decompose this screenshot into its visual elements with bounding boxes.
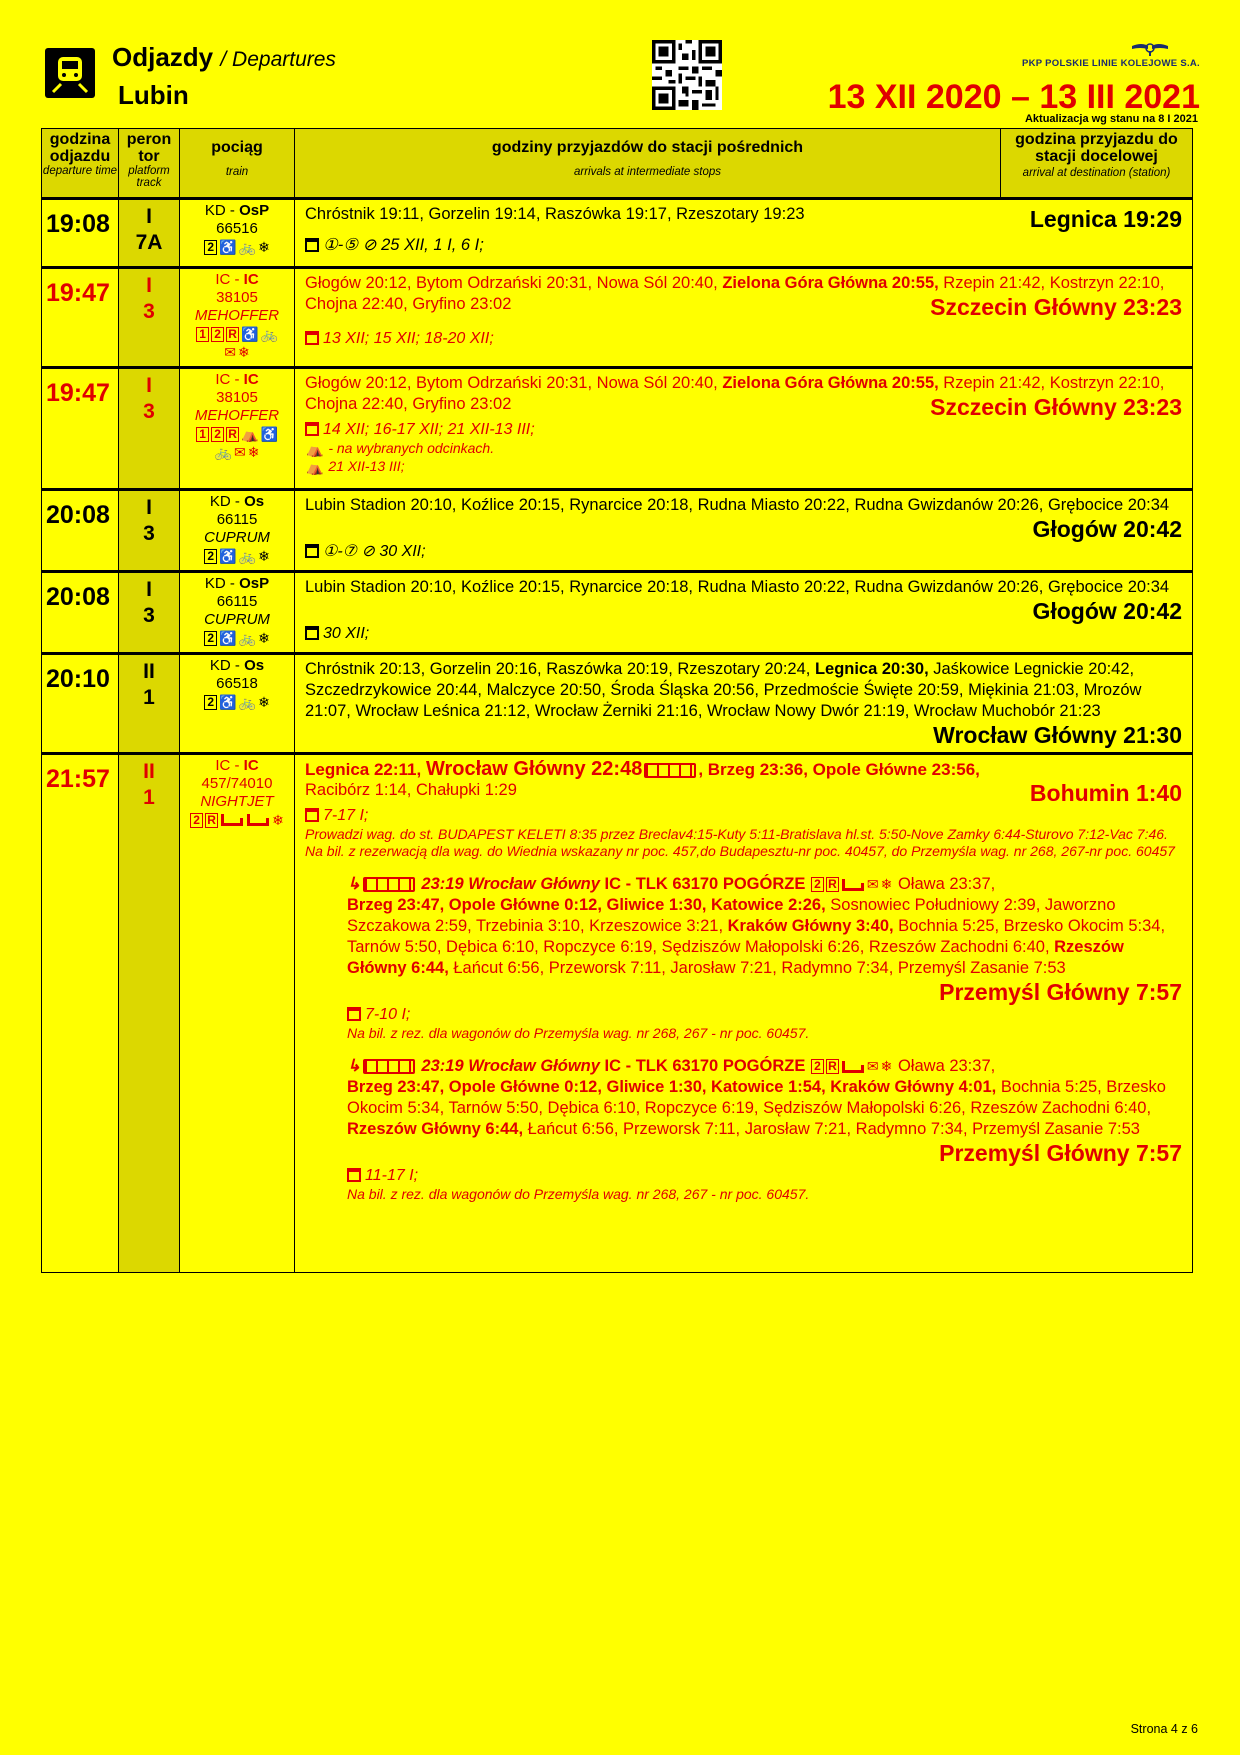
first-class-icon: 1	[196, 327, 209, 342]
intermediate-stops: Chróstnik 19:11, Gorzelin 19:14, Raszówka 19:17, Rzeszotary 19:23	[305, 205, 805, 223]
table-row	[42, 754, 1193, 1273]
calendar-icon	[305, 238, 319, 252]
departure-time: 20:08	[42, 490, 119, 572]
stops-cell	[295, 199, 1193, 268]
first-class-icon: 1	[196, 427, 209, 442]
train-info: IC - IC 38105 MEHOFFER 1 2 R ♿ 🚲 ✉ ❄	[180, 268, 295, 368]
mail-icon: ✉	[224, 344, 236, 361]
calendar-icon	[305, 626, 319, 640]
platform: I 3	[119, 268, 180, 368]
stops-cell: Lubin Stadion 20:10, Koźlice 20:15, Rynarcice 20:18, Rudna Miasto 20:22, Rudna Gwizdanów 20:26, Grębocice 20:34 Głogów 20:42 30 XII;	[295, 572, 1193, 654]
bicycle-icon: 🚲	[238, 548, 257, 565]
wheelchair-icon: ♿	[241, 326, 259, 343]
baggage-icon: ❄	[880, 1058, 893, 1075]
couchette-icon: ⛺	[306, 458, 324, 475]
table-row	[42, 268, 1193, 368]
reservation-icon: R	[205, 813, 218, 828]
bicycle-icon: 🚲	[238, 630, 257, 647]
header-destination: godzina przyjazdu do stacji docelowej arrival at destination (station)	[1001, 129, 1193, 199]
bicycle-icon: 🚲	[214, 444, 232, 461]
departure-time: 20:10	[42, 654, 119, 754]
train-logo-icon	[45, 48, 95, 98]
second-class-icon: 2	[811, 877, 824, 892]
wheelchair-icon: ♿	[260, 426, 278, 443]
baggage-icon: ❄	[880, 876, 893, 893]
train-info: KD - OsP 66115 CUPRUM 2 ♿ 🚲 ❄	[180, 572, 295, 654]
stops-cell: Legnica 22:11, Wrocław Główny 22:48 , Brzeg 23:36, Opole Główne 23:56, Racibórz 1:14, Chałupki 1:29 Bohumin 1:40 7-17 I; Prowadzi wag. do st. BUDAPEST KELETI 8:35 przez Breclav4:15-Kuty 5:11-Bratislava hl.st. 5:50-Nove Zamky 6:44-Sturovo 7:12-Vac 7:46. Na bil. z rezerwacją dla wag. do Wiednia wskazany nr poc. 457,do Budapesztu-nr poc. 40457, do Przemyśla wag. nr 268, 267-nr poc. 60457 ↳ 23:19 Wrocław Główny IC - TLK 63170 POGÓRZE 2 R ✉ ❄ Oława 23:37, Brzeg 23:47, Opole Główne 0:12, Gliwice 1:30, Katowice 2:26, Sosnowiec Południowy 2:39, Jaworzno Szczakowa 2:59, Trzebinia 3:10, Krzeszowice 3:21, Kraków Główny 3:40, Bochnia 5:25, Brzesko Okocim 5:34, Tarnów 5:50, Dębica 6:10, Ropczyce 6:19, Sędziszów Małopolski 6:26, Rzeszów Zachodni 6:40, Rzeszów Główny 6:44, Łańcut 6:56, Przeworsk 7:11, Jarosław 7:21, Radymno 7:34, Przemyśl Zasanie 7:53 Przemyśl Główny 7:57 7-10 I; Na bil. z rez. dla wagonów do Przemyśla wag. nr 268, 267 - nr poc. 60457. ↳ 23:19 Wrocław Główny IC - TLK 63170 POGÓRZE 2 R ✉ ❄ Oława 23:37, Brzeg 23:47, Opole Główne 0:12, Gliwice 1:30, Katowice 1:54, Kraków Główny 4:01, Bochnia 5:25, Brzesko Okocim 5:34, Tarnów 5:50, Dębica 6:10, Ropczyce 6:19, Sędziszów Małopolski 6:26, Rzeszów Zachodni 6:40, Rzeszów Główny 6:44, Łańcut 6:56, Przeworsk 7:11, Jarosław 7:21, Radymno 7:34, Przemyśl Zasanie 7:53 Przemyśl Główny 7:57 11-17 I; Na bil. z rez. dla wagonów do Przemyśla wag. nr 268, 267 - nr poc. 60457.	[295, 754, 1193, 1273]
mail-icon: ✉	[866, 1058, 879, 1075]
connection: ↳ 23:19 Wrocław Główny IC - TLK 63170 POGÓRZE 2 R ✉ ❄ Oława 23:37, Brzeg 23:47, Opole Główne 0:12, Gliwice 1:30, Katowice 2:26, Sosnowiec Południowy 2:39, Jaworzno Szczakowa 2:59, Trzebinia 3:10, Krzeszowice 3:21, Kraków Główny 3:40, Bochnia 5:25, Brzesko Okocim 5:34, Tarnów 5:50, Dębica 6:10, Ropczyce 6:19, Sędziszów Małopolski 6:26, Rzeszów Zachodni 6:40, Rzeszów Główny 6:44, Łańcut 6:56, Przeworsk 7:11, Jarosław 7:21, Radymno 7:34, Przemyśl Zasanie 7:53 Przemyśl Główny 7:57 7-10 I; Na bil. z rez. dla wagonów do Przemyśla wag. nr 268, 267 - nr poc. 60457.	[347, 875, 1182, 1042]
header-time: godzina odjazdu departure time	[42, 129, 119, 199]
couchette-icon: ⛺	[241, 426, 259, 443]
destination: Głogów 20:42	[1032, 598, 1182, 624]
destination: Wrocław Główny 21:30	[933, 722, 1182, 748]
platform: I 3	[119, 368, 180, 490]
station-name: Lubin	[118, 80, 189, 110]
table-row	[42, 199, 1193, 268]
table-header	[42, 129, 1193, 199]
stops-cell: Głogów 20:12, Bytom Odrzański 20:31, Nowa Sól 20:40, Zielona Góra Główna 20:55, Rzepin 21:42, Kostrzyn 22:10, Chojna 22:40, Gryfino 23:02 Szczecin Główny 23:23 14 XII; 16-17 XII; 21 XII-13 III; ⛺ - na wybranych odcinkach. ⛺ 21 XII-13 III;	[295, 368, 1193, 490]
second-class-icon: 2	[190, 813, 203, 828]
through-coach-icon	[363, 877, 415, 892]
second-class-icon: 2	[204, 695, 217, 710]
train-info: KD - Os 66518 2 ♿ 🚲 ❄	[180, 654, 295, 754]
second-class-icon: 2	[204, 240, 217, 255]
calendar-icon	[305, 331, 319, 345]
mail-icon: ✉	[866, 876, 879, 893]
page-title-en: / Departures	[220, 48, 336, 71]
calendar-icon	[347, 1168, 361, 1182]
departure-time: 19:08	[42, 199, 119, 268]
calendar-icon	[305, 422, 319, 436]
update-note: Aktualizacja wg stanu na 8 I 2021	[1024, 113, 1198, 125]
reservation-icon: R	[826, 877, 839, 892]
table-row	[42, 490, 1193, 572]
sleeper-icon	[221, 814, 243, 826]
reservation-icon: R	[226, 427, 239, 442]
baggage-icon: ❄	[258, 548, 270, 565]
destination: Szczecin Główny 23:23	[930, 394, 1182, 420]
sleeper-icon	[247, 814, 269, 826]
platform: II 1	[119, 754, 180, 1273]
destination: Bohumin 1:40	[1029, 780, 1182, 806]
header-platform: peron tor platform track	[119, 129, 180, 199]
table-row	[42, 654, 1193, 754]
winged-wheel-icon	[1130, 40, 1170, 56]
sleeper-icon	[842, 879, 864, 891]
bicycle-icon: 🚲	[260, 326, 278, 343]
page-title: Odjazdy / Departures	[112, 42, 336, 72]
stops-cell: Głogów 20:12, Bytom Odrzański 20:31, Nowa Sól 20:40, Zielona Góra Główna 20:55, Rzepin 21:42, Kostrzyn 22:10, Chojna 22:40, Gryfino 23:02 Szczecin Główny 23:23 13 XII; 15 XII; 18-20 XII;	[295, 268, 1193, 368]
baggage-icon: ❄	[238, 344, 250, 361]
destination: Przemyśl Główny 7:57	[939, 979, 1182, 1006]
departure-time: 21:57	[42, 754, 119, 1273]
destination: Głogów 20:42	[1032, 516, 1182, 542]
second-class-icon: 2	[211, 327, 224, 342]
train-info: KD - Os 66115 CUPRUM 2 ♿ 🚲 ❄	[180, 490, 295, 572]
second-class-icon: 2	[811, 1059, 824, 1074]
platform: II 1	[119, 654, 180, 754]
couchette-icon: ⛺	[306, 440, 324, 457]
second-class-icon: 2	[211, 427, 224, 442]
calendar-text: ①-⑤ ⊘ 25 XII, 1 I, 6 I;	[323, 236, 484, 254]
connection: ↳ 23:19 Wrocław Główny IC - TLK 63170 POGÓRZE 2 R ✉ ❄ Oława 23:37, Brzeg 23:47, Opole Główne 0:12, Gliwice 1:30, Katowice 1:54, Kraków Główny 4:01, Bochnia 5:25, Brzesko Okocim 5:34, Tarnów 5:50, Dębica 6:10, Ropczyce 6:19, Sędziszów Małopolski 6:26, Rzeszów Zachodni 6:40, Rzeszów Główny 6:44, Łańcut 6:56, Przeworsk 7:11, Jarosław 7:21, Radymno 7:34, Przemyśl Zasanie 7:53 Przemyśl Główny 7:57 11-17 I; Na bil. z rez. dla wagonów do Przemyśla wag. nr 268, 267 - nr poc. 60457.	[347, 1057, 1182, 1203]
departure-time: 19:47	[42, 268, 119, 368]
sleeper-icon	[842, 1061, 864, 1073]
bicycle-icon: 🚲	[238, 239, 257, 256]
calendar-icon	[347, 1007, 361, 1021]
calendar-icon	[305, 808, 319, 822]
platform: I 3	[119, 490, 180, 572]
second-class-icon: 2	[204, 549, 217, 564]
brand-name: PKP POLSKIE LINIE KOLEJOWE S.A.	[1021, 58, 1200, 69]
reservation-icon: R	[226, 327, 239, 342]
departure-time: 20:08	[42, 572, 119, 654]
baggage-icon: ❄	[272, 812, 284, 829]
brand-logo	[1020, 40, 1200, 80]
calendar-icon	[305, 544, 319, 558]
destination: Przemyśl Główny 7:57	[939, 1140, 1182, 1167]
baggage-icon: ❄	[247, 444, 260, 461]
baggage-icon: ❄	[258, 239, 270, 256]
train-info: KD - OsP 66516 2 ♿ 🚲 ❄	[180, 199, 295, 268]
table-row	[42, 368, 1193, 490]
departures-table	[41, 128, 1193, 1273]
validity-period: 13 XII 2020 – 13 III 2021	[827, 78, 1200, 116]
stops-cell: Lubin Stadion 20:10, Koźlice 20:15, Rynarcice 20:18, Rudna Miasto 20:22, Rudna Gwizdanów 20:26, Grębocice 20:34 Głogów 20:42 ①-⑦ ⊘ 30 XII;	[295, 490, 1193, 572]
header-train: pociąg train	[180, 129, 295, 199]
baggage-icon: ❄	[258, 694, 270, 711]
wheelchair-icon: ♿	[219, 630, 237, 647]
wheelchair-icon: ♿	[219, 694, 237, 711]
train-info: IC - IC 38105 MEHOFFER 1 2 R ⛺ ♿ 🚲 ✉ ❄	[180, 368, 295, 490]
mail-icon: ✉	[233, 444, 246, 461]
header-stops: godziny przyjazdów do stacji pośrednich arrivals at intermediate stops	[295, 129, 1001, 199]
wheelchair-icon: ♿	[219, 548, 237, 565]
platform: I 3	[119, 572, 180, 654]
stops-cell: Chróstnik 20:13, Gorzelin 20:16, Raszówka 20:19, Rzeszotary 20:24, Legnica 20:30, Jaśkowice Legnickie 20:42, Szczedrzykowice 20:44, Malczyce 20:50, Środa Śląska 20:56, Przedmoście Święte 20:59, Miękinia 21:03, Mrozów 21:07, Wrocław Leśnica 21:12, Wrocław Żerniki 21:16, Wrocław Nowy Dwór 21:19, Wrocław Muchobór 21:23 Wrocław Główny 21:30	[295, 654, 1193, 754]
through-coach-icon	[363, 1059, 415, 1074]
reservation-icon: R	[826, 1059, 839, 1074]
platform: I 7A	[119, 199, 180, 268]
destination: Szczecin Główny 23:23	[930, 294, 1182, 320]
train-info: IC - IC 457/74010 NIGHTJET 2 R ❄	[180, 754, 295, 1273]
wheelchair-icon: ♿	[219, 239, 237, 256]
destination: Legnica 19:29	[1029, 206, 1182, 232]
departure-time: 19:47	[42, 368, 119, 490]
bicycle-icon: 🚲	[238, 694, 257, 711]
baggage-icon: ❄	[258, 630, 270, 647]
second-class-icon: 2	[204, 631, 217, 646]
page-number: Strona 4 z 6	[1130, 1722, 1198, 1736]
table-row	[42, 572, 1193, 654]
through-coach-icon	[644, 763, 696, 778]
